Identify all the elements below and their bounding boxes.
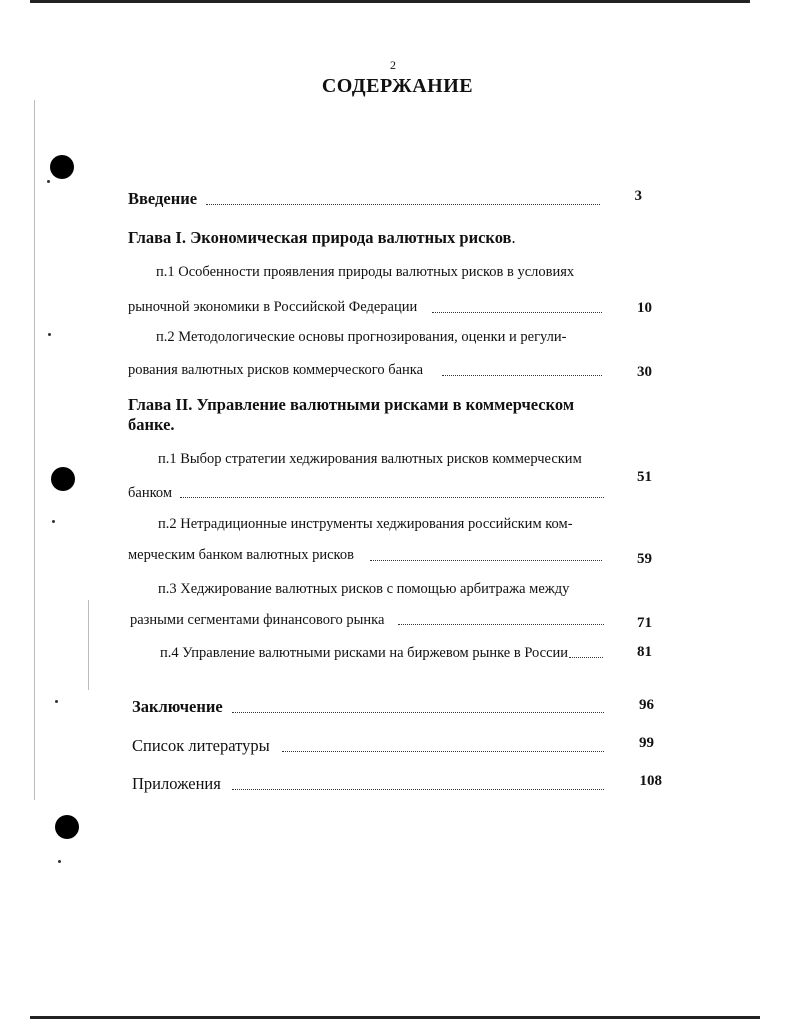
margin-line-inner: [88, 600, 89, 690]
leader-dots: [180, 497, 604, 498]
toc-label: Список литературы: [132, 736, 270, 755]
page-number: 2: [390, 58, 396, 72]
toc-page: 96: [639, 697, 654, 713]
toc-section-line1: п.3 Хеджирование валютных рисков с помощью арбитража между: [158, 581, 570, 597]
toc-section-line1: п.2 Нетрадиционные инструменты хеджирования российским ком-: [158, 516, 573, 532]
page-title: СОДЕРЖАНИЕ: [321, 75, 474, 97]
toc-page: 71: [637, 615, 652, 631]
speck: [55, 700, 58, 703]
toc-section-line1: п.2 Методологические основы прогнозирования, оценки и регули-: [156, 329, 567, 345]
leader-dots: [432, 312, 602, 313]
toc-page: 108: [639, 773, 662, 789]
toc-page: 99: [639, 735, 654, 751]
toc-page: 3: [634, 188, 642, 204]
leader-dots: [232, 712, 604, 713]
leader-dots: [282, 751, 604, 752]
toc-section-label: п.4 Управление валютными рисками на биржевом рынке в России: [160, 645, 569, 661]
toc-label: Заключение: [132, 697, 223, 716]
leader-dots: [370, 560, 602, 561]
toc-section-line2: рования валютных рисков коммерческого банка: [128, 362, 424, 378]
bottom-border-line: [30, 1016, 760, 1019]
speck: [47, 180, 50, 183]
chapter-title-line1: Глава II. Управление валютными рисками в коммерческом: [128, 395, 575, 414]
toc-section-line2: рыночной экономики в Российской Федерации: [128, 299, 418, 315]
toc-section-line2: разными сегментами финансового рынка: [130, 612, 385, 628]
speck: [48, 333, 51, 336]
leader-dots: [398, 624, 604, 625]
speck: [58, 860, 61, 863]
top-border-line: [30, 0, 750, 3]
toc-section-line2: мерческим банком валютных рисков: [128, 547, 354, 563]
toc-section-line1: п.1 Выбор стратегии хеджирования валютных рисков коммерческим: [158, 451, 582, 467]
leader-dots: [232, 789, 604, 790]
punch-hole-middle: [51, 467, 75, 491]
toc-page: 10: [637, 300, 652, 316]
toc-page: 30: [637, 364, 652, 380]
leader-dots: [569, 657, 603, 658]
punch-hole-bottom: [55, 815, 79, 839]
chapter-title-line2: банке.: [128, 415, 175, 434]
toc-page: 81: [637, 644, 652, 660]
leader-dots: [442, 375, 602, 376]
chapter-title: Глава I. Экономическая природа валютных рисков.: [128, 228, 516, 247]
leader-dots: [206, 204, 600, 205]
punch-hole-top: [50, 155, 74, 179]
margin-line: [34, 100, 35, 800]
toc-section-line1: п.1 Особенности проявления природы валютных рисков в условиях: [156, 264, 575, 280]
toc-page: 59: [637, 551, 652, 567]
toc-label: Введение: [128, 189, 198, 208]
speck: [52, 520, 55, 523]
toc-page: 51: [637, 469, 652, 485]
toc-section-line2: банком: [128, 485, 173, 501]
toc-label: Приложения: [132, 774, 221, 793]
